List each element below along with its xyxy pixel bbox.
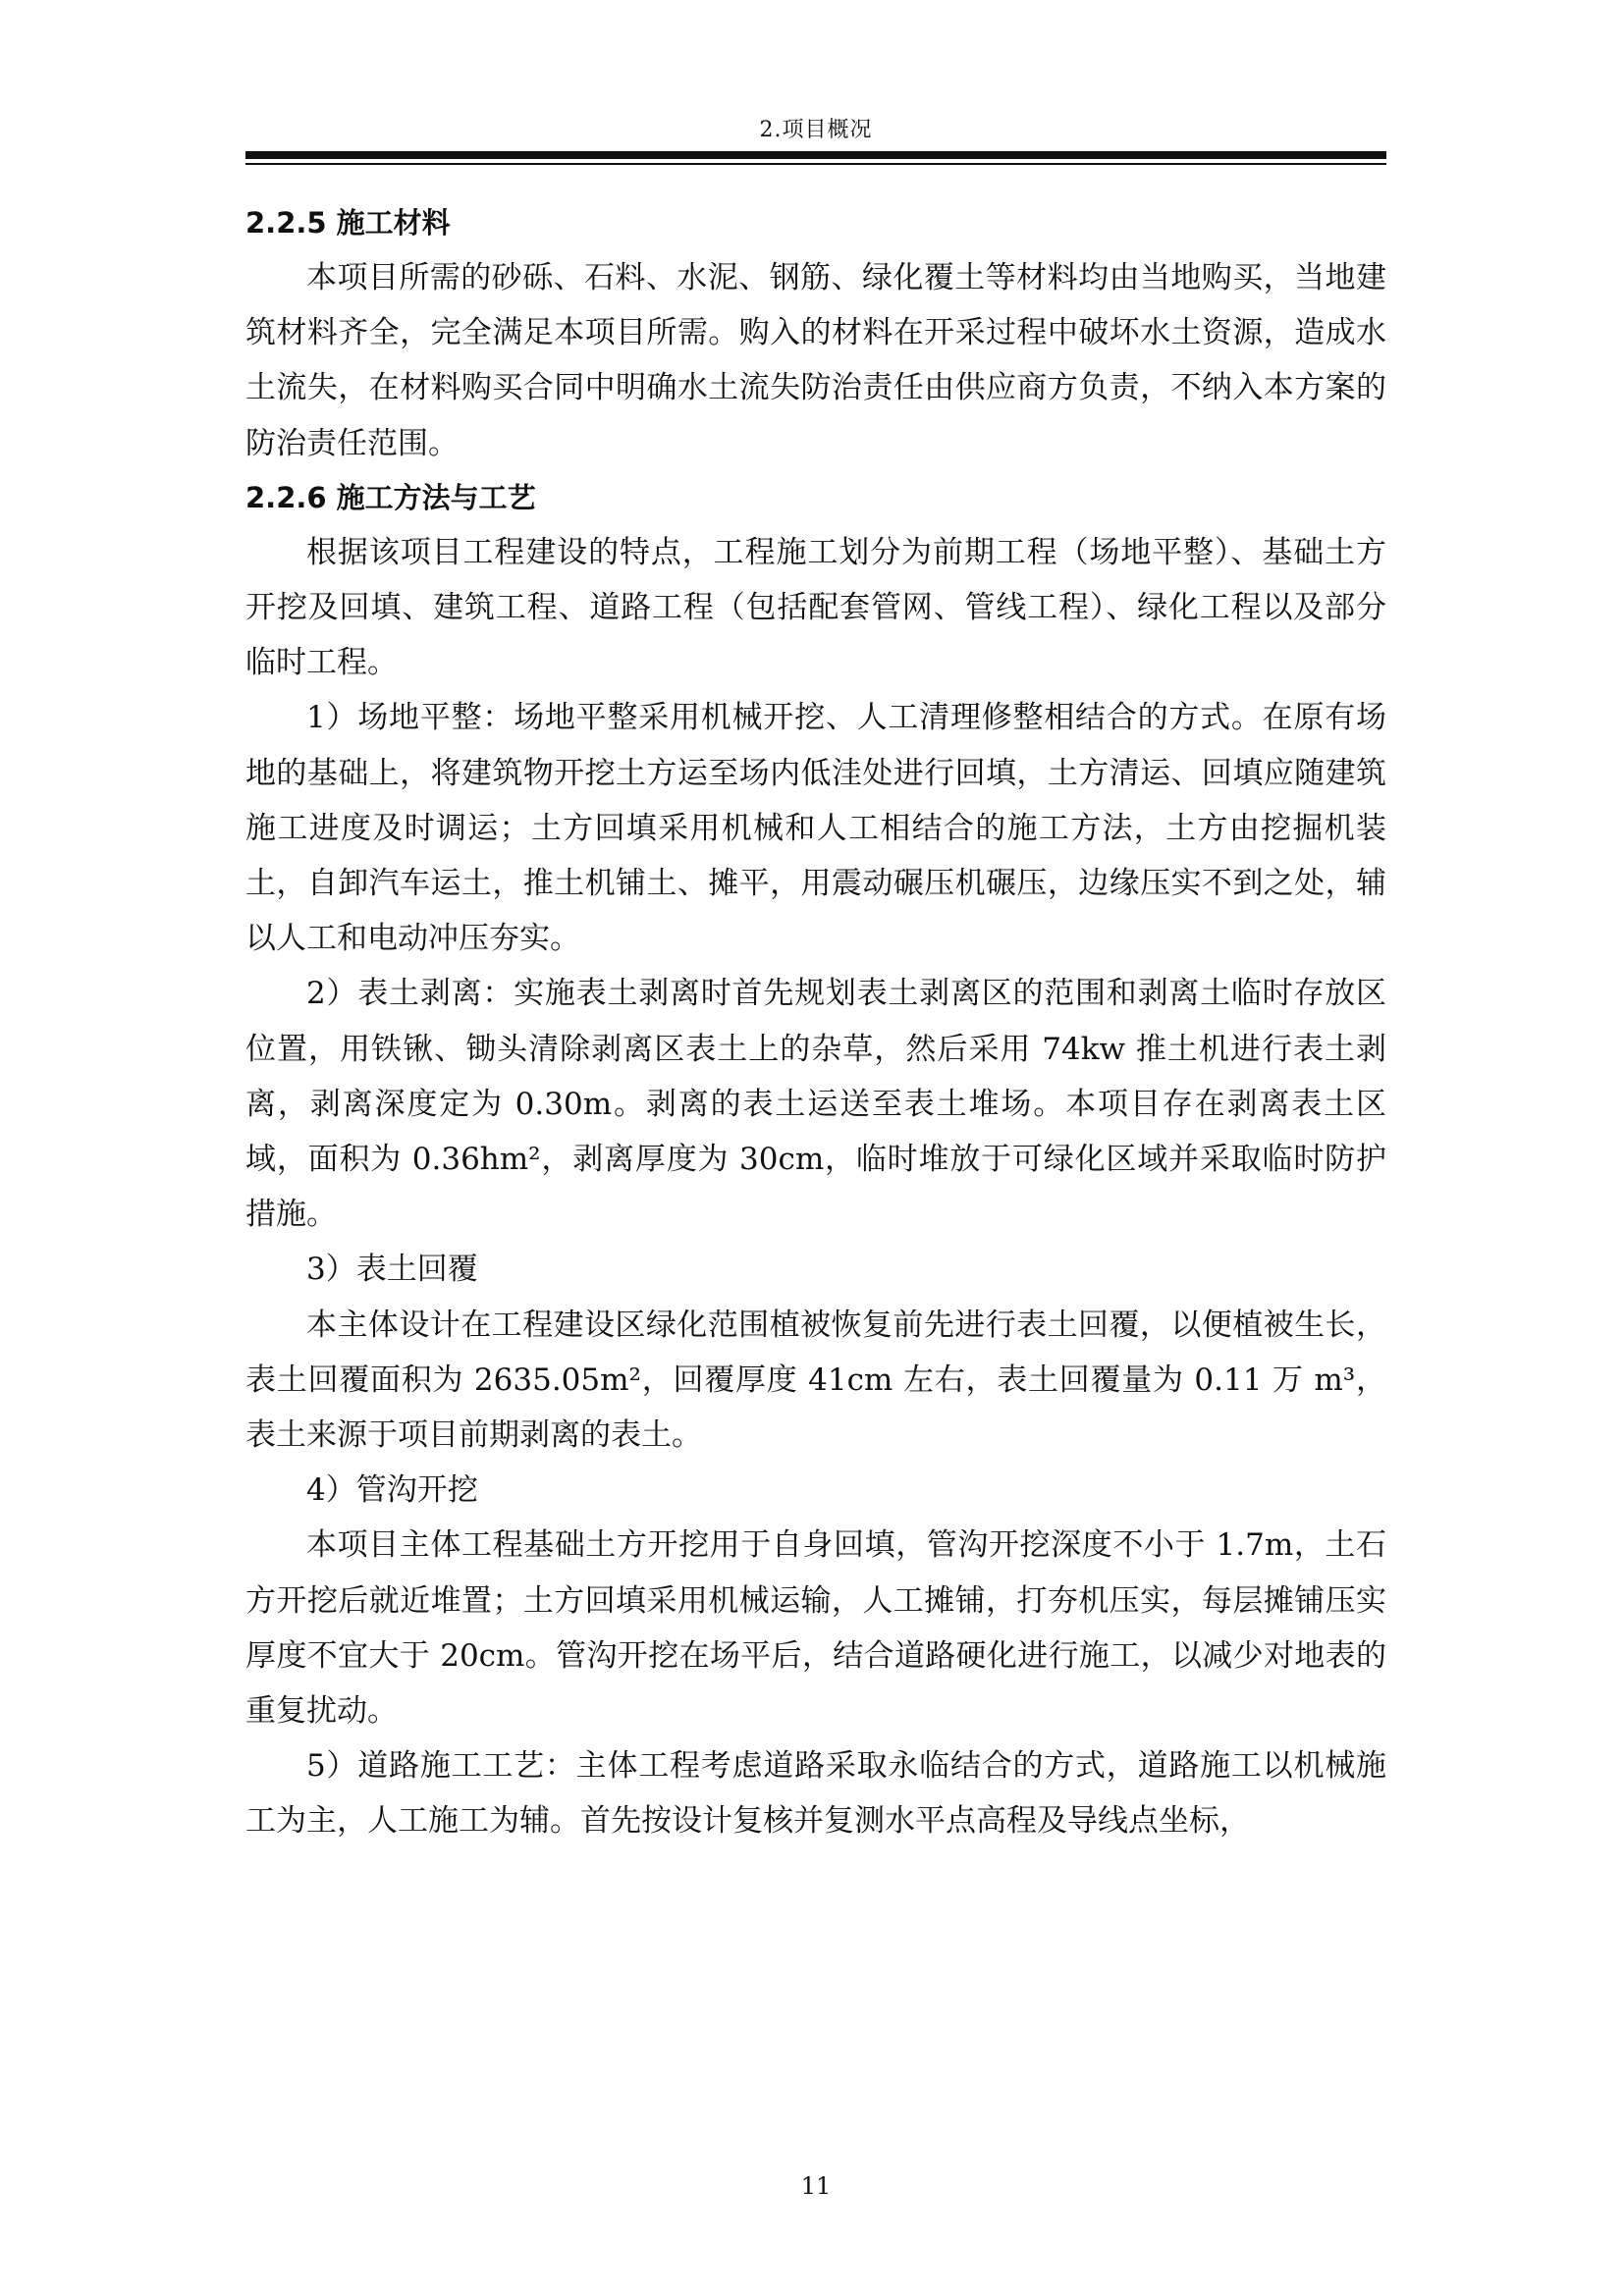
paragraph-site-leveling: 1）场地平整：场地平整采用机械开挖、人工清理修整相结合的方式。在原有场地的基础上，将建筑物开挖土方运至场内低洼处进行回填，土方清运、回填应随建筑施工进度及时调运；土方回填采用机械和人工相结合的施工方法，土方由挖掘机装土，自卸汽车运土，推土机铺土、摊平，用震动碾压机碾压，边缘压实不到之处，辅以人工和电动冲压夯实。 (245, 700, 1386, 957)
running-header: 2.项目概况 (759, 118, 873, 142)
document-body (245, 196, 1386, 1849)
paragraph-road-construction: 5）道路施工工艺：主体工程考虑道路采取永临结合的方式，道路施工以机械施工为主，人工施工为辅。首先按设计复核并复测水平点高程及导线点坐标， (245, 1748, 1386, 1840)
section-heading: 2.2.5 施工材料 (245, 206, 451, 240)
header-rule-thick (245, 151, 1386, 159)
paragraph-trench-excavation: 本项目主体工程基础土方开挖用于自身回填，管沟开挖深度不小于 1.7m，土石方开挖后就近堆置；土方回填采用机械运输，人工摊铺，打夯机压实，每层摊铺压实厚度不宜大于 20cm。管沟开挖在场平后，结合道路硬化进行施工，以减少对地表的重复扰动。 (245, 1527, 1386, 1730)
section-construction-methods (245, 471, 1386, 1849)
paragraph: 本项目所需的砂砾、石料、水泥、钢筋、绿化覆土等材料均由当地购买，当地建筑材料齐全，完全满足本项目所需。购入的材料在开采过程中破坏水土资源，造成水土流失，在材料购买合同中明确水土流失防治责任由供应商方负责，不纳入本方案的防治责任范围。 (245, 260, 1386, 461)
header-rule-thin (245, 163, 1386, 165)
section-heading: 2.2.6 施工方法与工艺 (245, 480, 536, 514)
section-construction-materials (245, 196, 1386, 471)
subheading-topsoil-backfill: 3）表土回覆 (306, 1252, 478, 1288)
paragraph: 根据该项目工程建设的特点，工程施工划分为前期工程（场地平整）、基础土方开挖及回填、建筑工程、道路工程（包括配套管网、管线工程）、绿化工程以及部分临时工程。 (245, 534, 1386, 681)
subheading-trench-excavation: 4）管沟开挖 (306, 1472, 478, 1509)
page-number: 11 (800, 2172, 832, 2200)
paragraph-topsoil-stripping: 2）表土剥离：实施表土剥离时首先规划表土剥离区的范围和剥离土临时存放区位置，用铁锹、锄头清除剥离区表土上的杂草，然后采用 74kw 推土机进行表土剥离，剥离深度定为 0.30m。剥离的表土运送至表土堆场。本项目存在剥离表土区域，面积为 0.36hm²，剥离厚度为 30cm，临时堆放于可绿化区域并采取临时防护措施。 (245, 976, 1386, 1233)
paragraph-topsoil-backfill: 本主体设计在工程建设区绿化范围植被恢复前先进行表土回覆，以便植被生长，表土回覆面积为 2635.05m²，回覆厚度 41cm 左右，表土回覆量为 0.11 万 m³，表土来源于项目前期剥离的表土。 (245, 1307, 1386, 1454)
